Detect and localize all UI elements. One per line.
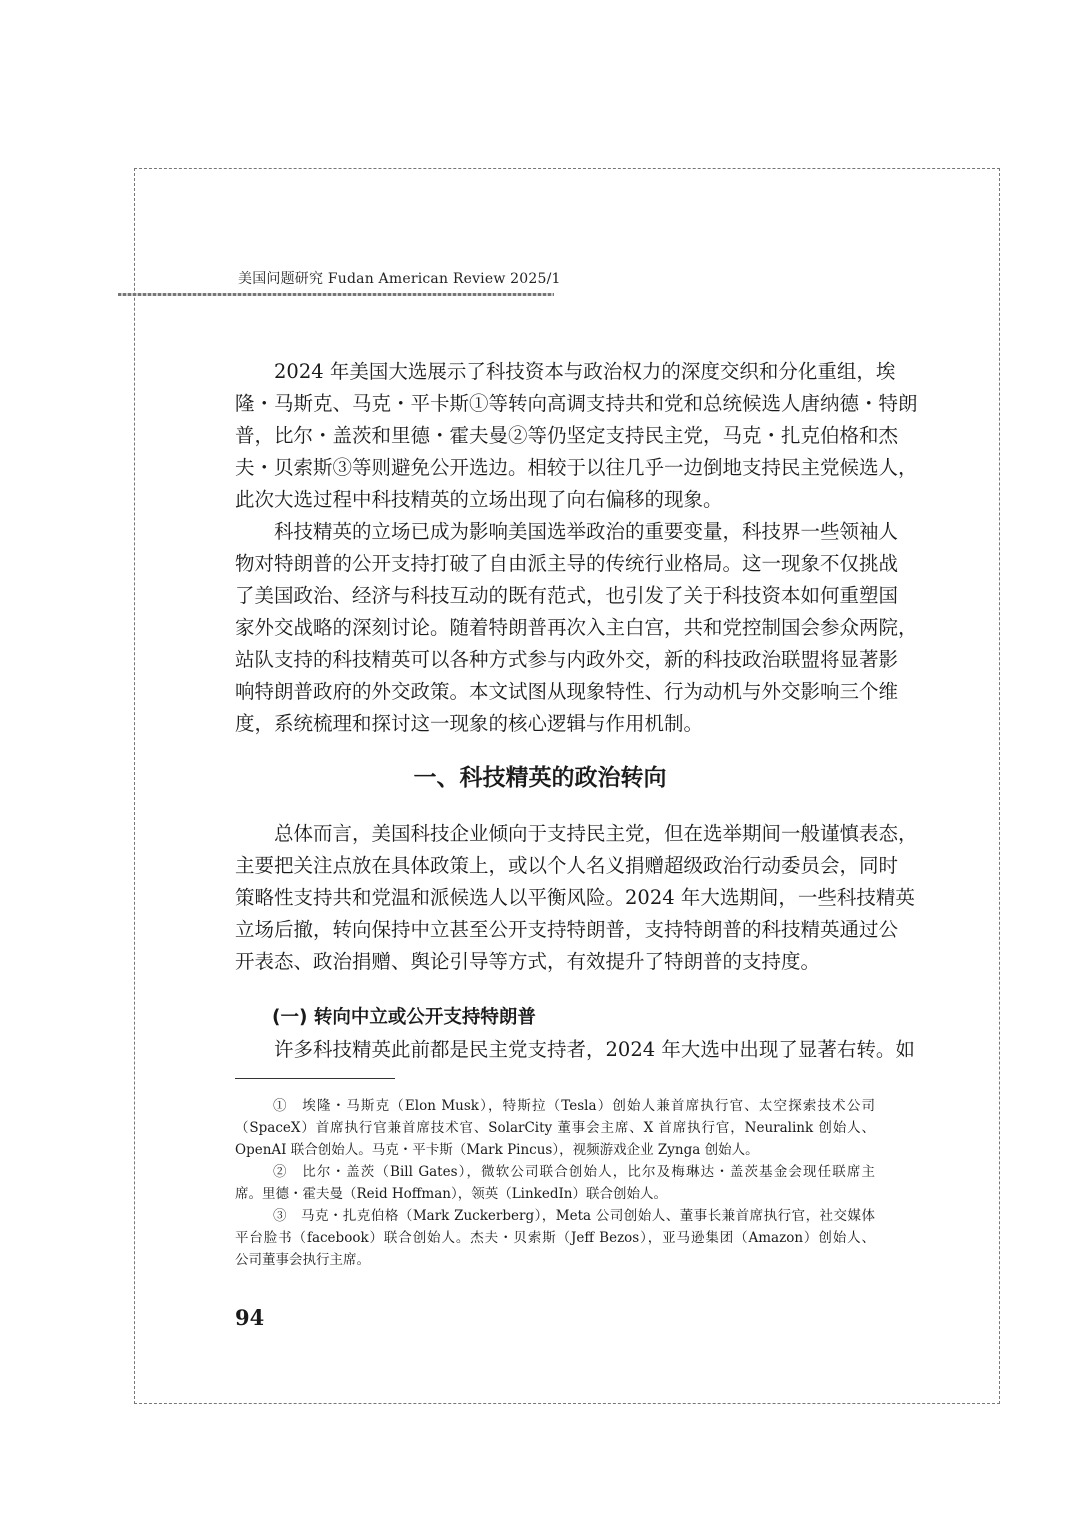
text-line: 席。里德・霍夫曼（Reid Hoffman），领英（LinkedIn）联合创始人。 bbox=[235, 1186, 668, 1202]
text-line: OpenAI 联合创始人。马克・平卡斯（Mark Pincus），视频游戏企业 Zynga 创始人。 bbox=[235, 1142, 759, 1158]
page-number: 94 bbox=[235, 1305, 265, 1330]
footnote-1 bbox=[235, 1095, 875, 1161]
text-line: 夫・贝索斯③等则避免公开选边。相较于以往几乎一边倒地支持民主党候选人， bbox=[235, 456, 918, 479]
text-line: 物对特朗普的公开支持打破了自由派主导的传统行业格局。这一现象不仅挑战 bbox=[235, 552, 899, 575]
section-title: 一、科技精英的政治转向 bbox=[413, 764, 667, 791]
footnotes bbox=[235, 1095, 875, 1271]
text-line: 响特朗普政府的外交政策。本文试图从现象特性、行为动机与外交影响三个维 bbox=[235, 680, 899, 703]
text-line: 度，系统梳理和探讨这一现象的核心逻辑与作用机制。 bbox=[235, 712, 704, 735]
intro-paragraph-2 bbox=[235, 516, 918, 740]
text-line: ① 埃隆・马斯克（Elon Musk），特斯拉（Tesla）创始人兼首席执行官、太空探索技术公司 bbox=[273, 1098, 875, 1114]
intro-paragraph-1 bbox=[235, 356, 918, 516]
text-line: 此次大选过程中科技精英的立场出现了向右偏移的现象。 bbox=[235, 488, 723, 511]
running-header: 美国问题研究 Fudan American Review 2025/1 bbox=[238, 271, 561, 287]
text-line: ② 比尔・盖茨（Bill Gates），微软公司联合创始人，比尔及梅琳达・盖茨基金会现任联席主 bbox=[273, 1164, 875, 1180]
text-line: 策略性支持共和党温和派候选人以平衡风险。2024 年大选期间，一些科技精英 bbox=[235, 886, 915, 909]
text-line: 立场后撤，转向保持中立甚至公开支持特朗普，支持特朗普的科技精英通过公 bbox=[235, 918, 899, 941]
header-rule bbox=[118, 293, 554, 296]
text-line: 主要把关注点放在具体政策上，或以个人名义捐赠超级政治行动委员会，同时 bbox=[235, 854, 899, 877]
text-line: 总体而言，美国科技企业倾向于支持民主党，但在选举期间一般谨慎表态， bbox=[274, 822, 918, 845]
text-line: 家外交战略的深刻讨论。随着特朗普再次入主白宫，共和党控制国会参众两院， bbox=[235, 616, 918, 639]
text-line: 平台脸书（facebook）联合创始人。杰夫・贝索斯（Jeff Bezos），亚马逊集团（Amazon）创始人、 bbox=[235, 1230, 875, 1246]
text-line: 开表态、政治捐赠、舆论引导等方式，有效提升了特朗普的支持度。 bbox=[235, 950, 821, 973]
subsection-paragraph bbox=[235, 1034, 915, 1066]
footnote-2 bbox=[235, 1161, 875, 1205]
text-line: （SpaceX）首席执行官兼首席技术官、SolarCity 董事会主席、X 首席执行官，Neuralink 创始人、 bbox=[235, 1120, 875, 1136]
text-line: 许多科技精英此前都是民主党支持者，2024 年大选中出现了显著右转。如 bbox=[274, 1038, 915, 1061]
footnote-3 bbox=[235, 1205, 875, 1271]
text-line: 2024 年美国大选展示了科技资本与政治权力的深度交织和分化重组，埃 bbox=[274, 360, 896, 383]
text-line: 了美国政治、经济与科技互动的既有范式，也引发了关于科技资本如何重塑国 bbox=[235, 584, 899, 607]
footnote-rule bbox=[235, 1078, 395, 1079]
text-line: 普，比尔・盖茨和里德・霍夫曼②等仍坚定支持民主党，马克・扎克伯格和杰 bbox=[235, 424, 899, 447]
subsection-title: (一) 转向中立或公开支持特朗普 bbox=[272, 1007, 536, 1028]
text-line: ③ 马克・扎克伯格（Mark Zuckerberg），Meta 公司创始人、董事长兼首席执行官，社交媒体 bbox=[273, 1208, 875, 1224]
text-line: 站队支持的科技精英可以各种方式参与内政外交，新的科技政治联盟将显著影 bbox=[235, 648, 899, 671]
text-line: 科技精英的立场已成为影响美国选举政治的重要变量，科技界一些领袖人 bbox=[274, 520, 899, 543]
text-line: 公司董事会执行主席。 bbox=[235, 1252, 370, 1268]
text-line: 隆・马斯克、马克・平卡斯①等转向高调支持共和党和总统候选人唐纳德・特朗 bbox=[235, 392, 918, 415]
section-paragraph bbox=[235, 818, 918, 978]
